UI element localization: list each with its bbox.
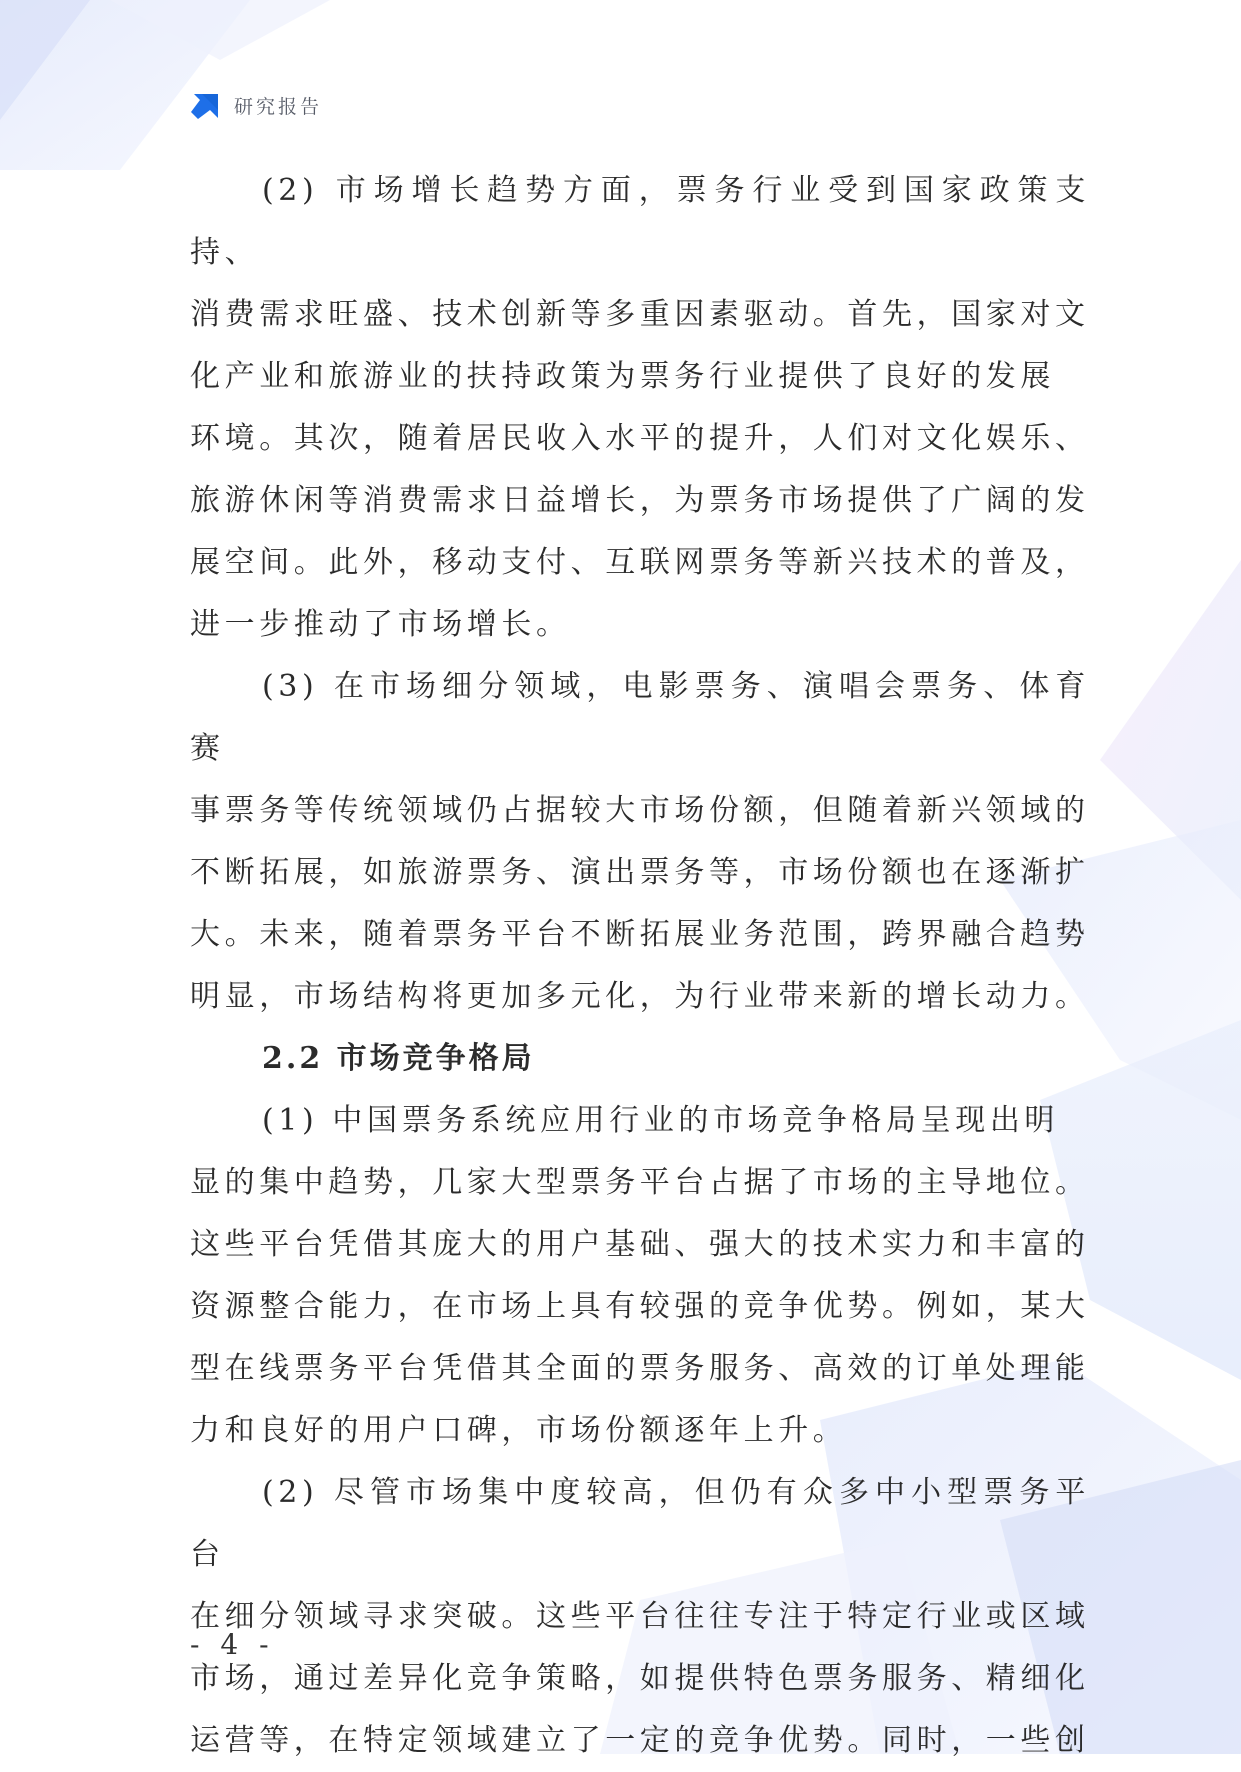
paragraph: (1) 中国票务系统应用行业的市场竞争格局呈现出明 显的集中趋势，几家大型票务平台占据了市场的主导地位。 这些平台凭借其庞大的用户基础、强大的技术实力和丰富的 资源整合能力，在市场上具有较强的竞争优势。例如，某大 型在线票务平台凭借其全面的票务服务、高效的订单处理能 力和良好的用户口碑，市场份额逐年上升。	[190, 1103, 1090, 1448]
report-header	[188, 88, 322, 122]
arrow-up-right-icon	[188, 88, 222, 122]
paragraph: (3) 在市场细分领域，电影票务、演唱会票务、体育赛 事票务等传统领域仍占据较大市场份额，但随着新兴领域的 不断拓展，如旅游票务、演出票务等，市场份额也在逐渐扩 大。未来，随着票务平台不断拓展业务范围，跨界融合趋势 明显，市场结构将更加多元化，为行业带来新的增长动力。	[190, 669, 1090, 1014]
paragraph: (2) 尽管市场集中度较高，但仍有众多中小型票务平台 在细分领域寻求突破。这些平台往往专注于特定行业或区域 市场，通过差异化竞争策略，如提供特色票务服务、精细化 运营等，在特定领域建立了一定的竞争优势。同时，一些创	[190, 1475, 1090, 1758]
paragraph: (2) 市场增长趋势方面，票务行业受到国家政策支持、 消费需求旺盛、技术创新等多重因素驱动。首先，国家对文 化产业和旅游业的扶持政策为票务行业提供了良好的发展 环境。其次，随着居民收入水平的提升，人们对文化娱乐、 旅游休闲等消费需求日益增长，为票务市场提供了广阔的发 展空间。此外，移动支付、互联网票务等新兴技术的普及， 进一步推动了市场增长。	[190, 173, 1090, 642]
document-body	[190, 160, 1090, 1772]
header-title: 研究报告	[234, 95, 323, 118]
section-heading: 2.2 市场竞争格局	[262, 1041, 535, 1076]
page-number: - 4 -	[190, 1628, 275, 1661]
